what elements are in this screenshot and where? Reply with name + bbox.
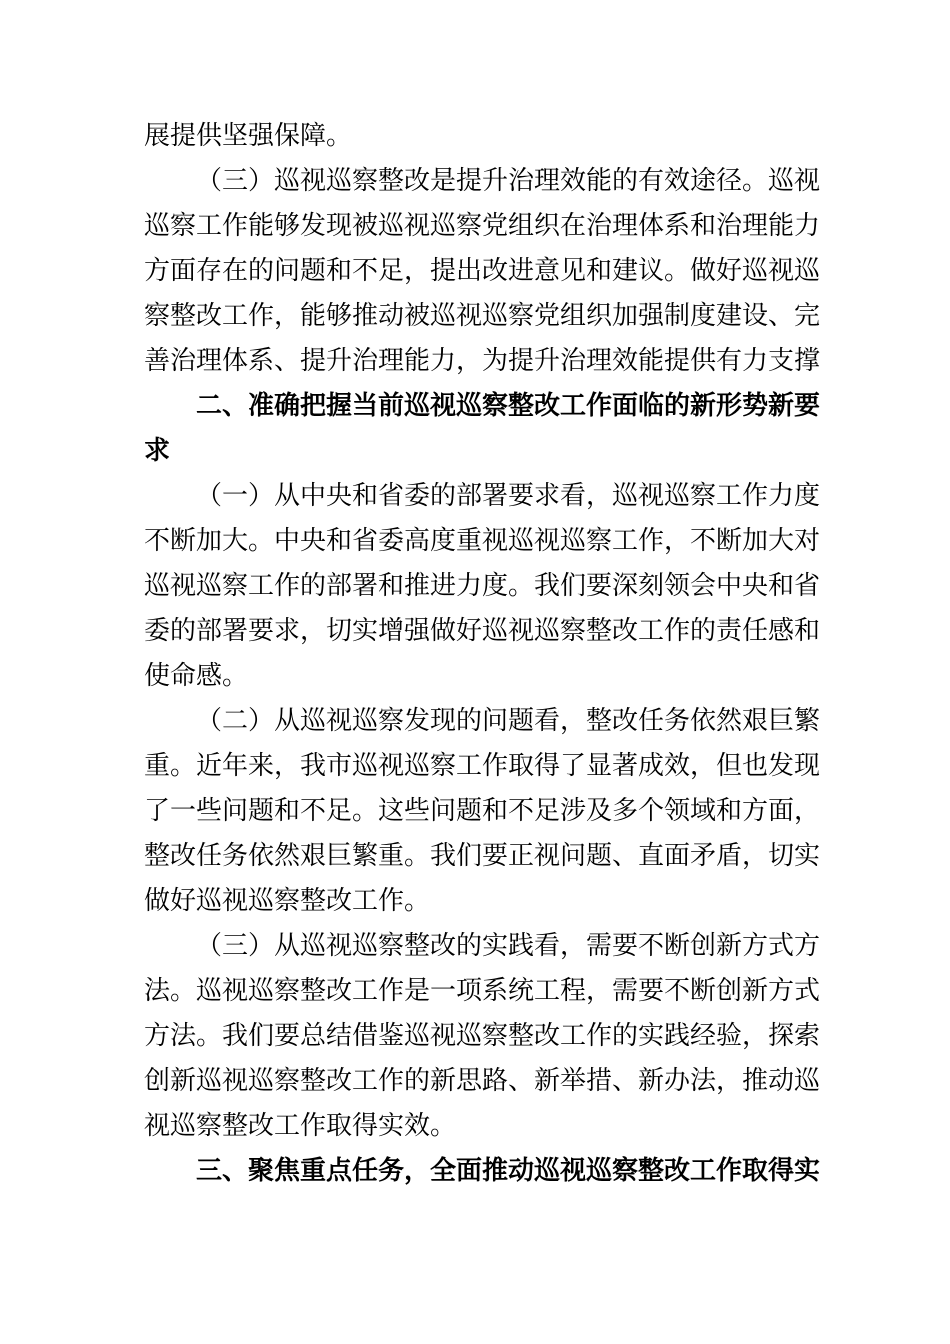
- text-line: 法。巡视巡察整改工作是一项系统工程，需要不断创新方式: [144, 976, 820, 1006]
- text-line: 创新巡视巡察整改工作的新思路、新举措、新办法，推动巡: [144, 1066, 820, 1096]
- section-heading-2: [144, 384, 820, 474]
- text-line: （二）从巡视巡察发现的问题看，整改任务依然艰巨繁: [196, 706, 820, 736]
- text-line: 整改任务依然艰巨繁重。我们要正视问题、直面矛盾，切实: [144, 841, 820, 871]
- text-line: 求: [144, 436, 171, 466]
- text-line: 巡视巡察工作的部署和推进力度。我们要深刻领会中央和省: [144, 571, 820, 601]
- text-line: 二、准确把握当前巡视巡察整改工作面临的新形势新要: [196, 391, 820, 421]
- text-line: 使命感。: [144, 661, 249, 691]
- text-line: 重。近年来，我市巡视巡察工作取得了显著成效，但也发现: [144, 751, 820, 781]
- paragraph-point-3-significance: [144, 159, 820, 384]
- text-line: 做好巡视巡察整改工作。: [144, 886, 431, 916]
- text-line: 展提供坚强保障。: [144, 121, 353, 151]
- paragraph-subpoint-3: [144, 924, 820, 1149]
- text-line: 方法。我们要总结借鉴巡视巡察整改工作的实践经验，探索: [144, 1021, 820, 1051]
- text-line: 察整改工作，能够推动被巡视巡察党组织加强制度建设、完: [144, 301, 820, 331]
- document-body: [144, 114, 820, 1194]
- text-line: 不断加大。中央和省委高度重视巡视巡察工作，不断加大对: [144, 526, 820, 556]
- text-line: （一）从中央和省委的部署要求看，巡视巡察工作力度: [196, 481, 820, 511]
- paragraph-continuation-tail: [144, 114, 820, 159]
- text-line: 善治理体系、提升治理能力，为提升治理效能提供有力支撑: [144, 346, 820, 376]
- text-line: （三）巡视巡察整改是提升治理效能的有效途径。巡视: [196, 166, 820, 196]
- text-line: 了一些问题和不足。这些问题和不足涉及多个领域和方面，: [144, 796, 820, 826]
- section-heading-3: [144, 1149, 820, 1194]
- text-line: 巡察工作能够发现被巡视巡察党组织在治理体系和治理能力: [144, 211, 820, 241]
- paragraph-subpoint-2: [144, 699, 820, 924]
- paragraph-subpoint-1: [144, 474, 820, 699]
- text-line: 三、聚焦重点任务，全面推动巡视巡察整改工作取得实: [196, 1156, 820, 1186]
- text-line: 委的部署要求，切实增强做好巡视巡察整改工作的责任感和: [144, 616, 820, 646]
- text-line: （三）从巡视巡察整改的实践看，需要不断创新方式方: [196, 931, 820, 961]
- text-line: 视巡察整改工作取得实效。: [144, 1111, 457, 1141]
- text-line: 方面存在的问题和不足，提出改进意见和建议。做好巡视巡: [144, 256, 820, 286]
